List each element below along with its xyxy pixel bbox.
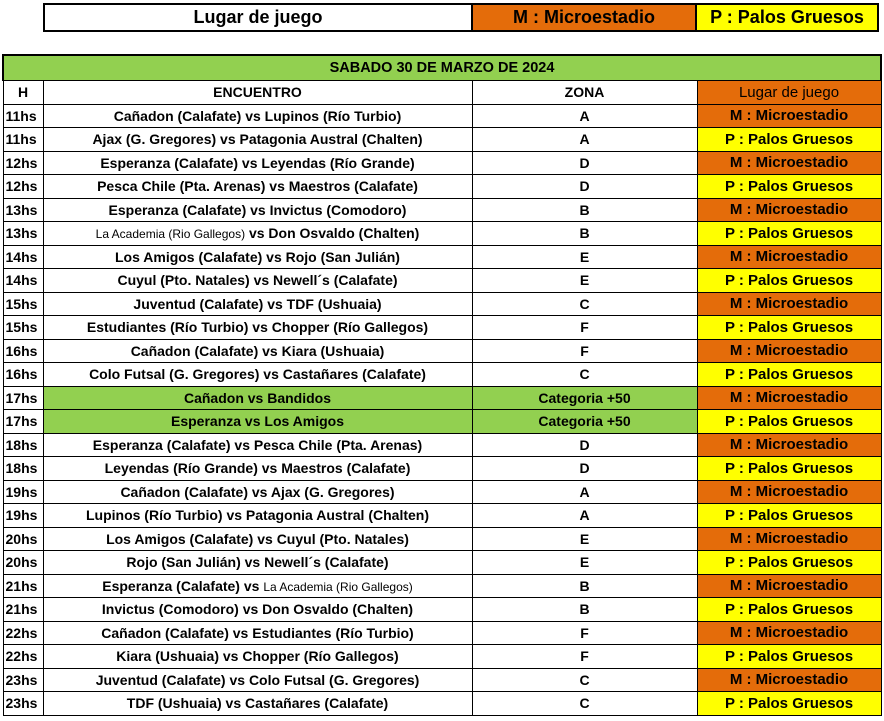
- match-zona: B: [472, 574, 697, 598]
- match-encuentro: [43, 222, 472, 246]
- match-time: 14hs: [3, 245, 43, 269]
- venue-palos-gruesos: P : Palos Gruesos: [697, 128, 881, 152]
- match-encuentro: Cañadon (Calafate) vs Ajax (G. Gregores): [43, 480, 472, 504]
- match-encuentro: Rojo (San Julián) vs Newell´s (Calafate): [43, 551, 472, 575]
- match-encuentro: Cañadon vs Bandidos: [43, 386, 472, 410]
- match-zona: A: [472, 128, 697, 152]
- match-encuentro: TDF (Ushuaia) vs Castañares (Calafate): [43, 692, 472, 716]
- match-encuentro: Esperanza (Calafate) vs Leyendas (Río Grande): [43, 151, 472, 175]
- header-row: [3, 81, 881, 105]
- table-row: [3, 457, 881, 481]
- table-row: [3, 410, 881, 434]
- venue-microestadio: M : Microestadio: [697, 433, 881, 457]
- match-encuentro: Cañadon (Calafate) vs Lupinos (Río Turbio): [43, 104, 472, 128]
- header-lugar: Lugar de juego: [697, 81, 881, 105]
- table-row: [3, 480, 881, 504]
- date-row: [3, 55, 881, 81]
- match-time: 20hs: [3, 527, 43, 551]
- match-time: 18hs: [3, 457, 43, 481]
- match-encuentro: Cuyul (Pto. Natales) vs Newell´s (Calafate): [43, 269, 472, 293]
- table-row: [3, 504, 881, 528]
- venue-palos-gruesos: P : Palos Gruesos: [697, 175, 881, 199]
- venue-palos-gruesos: P : Palos Gruesos: [697, 269, 881, 293]
- venue-legend: [43, 3, 879, 32]
- match-zona: D: [472, 151, 697, 175]
- match-time: 20hs: [3, 551, 43, 575]
- table-row: [3, 386, 881, 410]
- encuentro-part-1: Esperanza (Calafate) vs: [102, 577, 264, 594]
- table-row: [3, 128, 881, 152]
- match-time: 11hs: [3, 128, 43, 152]
- venue-microestadio: M : Microestadio: [697, 198, 881, 222]
- match-zona: A: [472, 480, 697, 504]
- table-row: [3, 363, 881, 387]
- match-zona: F: [472, 339, 697, 363]
- match-encuentro: Los Amigos (Calafate) vs Cuyul (Pto. Natales): [43, 527, 472, 551]
- header-h: H: [3, 81, 43, 105]
- match-zona: E: [472, 245, 697, 269]
- table-row: [3, 551, 881, 575]
- match-encuentro: Cañadon (Calafate) vs Estudiantes (Río Turbio): [43, 621, 472, 645]
- match-encuentro: [43, 574, 472, 598]
- table-row: [3, 433, 881, 457]
- match-zona: E: [472, 551, 697, 575]
- match-time: 16hs: [3, 363, 43, 387]
- match-zona: Categoria +50: [472, 410, 697, 434]
- legend-microestadio: M : Microestadio: [472, 4, 696, 31]
- venue-microestadio: M : Microestadio: [697, 480, 881, 504]
- table-row: [3, 198, 881, 222]
- match-time: 17hs: [3, 386, 43, 410]
- venue-microestadio: M : Microestadio: [697, 574, 881, 598]
- legend-row: [44, 4, 878, 31]
- table-row: [3, 316, 881, 340]
- match-encuentro: Esperanza (Calafate) vs Pesca Chile (Pta. Arenas): [43, 433, 472, 457]
- table-row: [3, 245, 881, 269]
- match-encuentro: Juventud (Calafate) vs Colo Futsal (G. Gregores): [43, 668, 472, 692]
- match-time: 23hs: [3, 668, 43, 692]
- match-time: 16hs: [3, 339, 43, 363]
- venue-palos-gruesos: P : Palos Gruesos: [697, 316, 881, 340]
- match-time: 13hs: [3, 198, 43, 222]
- venue-palos-gruesos: P : Palos Gruesos: [697, 410, 881, 434]
- match-time: 23hs: [3, 692, 43, 716]
- venue-microestadio: M : Microestadio: [697, 104, 881, 128]
- match-zona: A: [472, 104, 697, 128]
- match-time: 22hs: [3, 621, 43, 645]
- match-time: 18hs: [3, 433, 43, 457]
- match-time: 11hs: [3, 104, 43, 128]
- venue-palos-gruesos: P : Palos Gruesos: [697, 692, 881, 716]
- match-time: 13hs: [3, 222, 43, 246]
- match-encuentro: Cañadon (Calafate) vs Kiara (Ushuaia): [43, 339, 472, 363]
- match-zona: B: [472, 198, 697, 222]
- table-row: [3, 621, 881, 645]
- venue-palos-gruesos: P : Palos Gruesos: [697, 222, 881, 246]
- venue-palos-gruesos: P : Palos Gruesos: [697, 551, 881, 575]
- venue-palos-gruesos: P : Palos Gruesos: [697, 504, 881, 528]
- table-row: [3, 222, 881, 246]
- encuentro-part-1: La Academia (Rio Gallegos): [95, 227, 246, 242]
- match-zona: C: [472, 292, 697, 316]
- match-encuentro: Estudiantes (Río Turbio) vs Chopper (Río Gallegos): [43, 316, 472, 340]
- match-zona: F: [472, 316, 697, 340]
- table-row: [3, 339, 881, 363]
- match-zona: E: [472, 527, 697, 551]
- table-row: [3, 175, 881, 199]
- match-zona: E: [472, 269, 697, 293]
- match-time: 12hs: [3, 151, 43, 175]
- venue-microestadio: M : Microestadio: [697, 527, 881, 551]
- venue-microestadio: M : Microestadio: [697, 292, 881, 316]
- match-encuentro: Kiara (Ushuaia) vs Chopper (Río Gallegos): [43, 645, 472, 669]
- legend-label: Lugar de juego: [44, 4, 472, 31]
- match-zona: F: [472, 645, 697, 669]
- match-encuentro: Invictus (Comodoro) vs Don Osvaldo (Chalten): [43, 598, 472, 622]
- match-zona: D: [472, 175, 697, 199]
- match-zona: Categoria +50: [472, 386, 697, 410]
- table-row: [3, 527, 881, 551]
- match-encuentro: Leyendas (Río Grande) vs Maestros (Calafate): [43, 457, 472, 481]
- table-row: [3, 598, 881, 622]
- table-row: [3, 292, 881, 316]
- match-encuentro: Pesca Chile (Pta. Arenas) vs Maestros (Calafate): [43, 175, 472, 199]
- match-zona: C: [472, 363, 697, 387]
- match-zona: D: [472, 433, 697, 457]
- venue-microestadio: M : Microestadio: [697, 339, 881, 363]
- encuentro-part-2: vs Don Osvaldo (Chalten): [245, 225, 420, 242]
- table-row: [3, 104, 881, 128]
- match-zona: B: [472, 222, 697, 246]
- match-time: 14hs: [3, 269, 43, 293]
- match-time: 19hs: [3, 480, 43, 504]
- legend-palos-gruesos: P : Palos Gruesos: [696, 4, 878, 31]
- venue-microestadio: M : Microestadio: [697, 621, 881, 645]
- venue-palos-gruesos: P : Palos Gruesos: [697, 457, 881, 481]
- match-time: 22hs: [3, 645, 43, 669]
- venue-microestadio: M : Microestadio: [697, 245, 881, 269]
- match-time: 21hs: [3, 598, 43, 622]
- venue-palos-gruesos: P : Palos Gruesos: [697, 645, 881, 669]
- table-row: [3, 151, 881, 175]
- encuentro-part-2: La Academia (Rio Gallegos): [263, 579, 413, 594]
- table-row: [3, 574, 881, 598]
- table-row: [3, 668, 881, 692]
- match-time: 17hs: [3, 410, 43, 434]
- match-zona: B: [472, 598, 697, 622]
- match-time: 21hs: [3, 574, 43, 598]
- match-time: 15hs: [3, 292, 43, 316]
- match-zona: D: [472, 457, 697, 481]
- venue-palos-gruesos: P : Palos Gruesos: [697, 598, 881, 622]
- match-encuentro: Juventud (Calafate) vs TDF (Ushuaia): [43, 292, 472, 316]
- table-row: [3, 269, 881, 293]
- table-row: [3, 692, 881, 716]
- match-encuentro: Lupinos (Río Turbio) vs Patagonia Austral (Chalten): [43, 504, 472, 528]
- date-title: SABADO 30 DE MARZO DE 2024: [3, 55, 881, 81]
- venue-palos-gruesos: P : Palos Gruesos: [697, 363, 881, 387]
- match-time: 15hs: [3, 316, 43, 340]
- match-time: 12hs: [3, 175, 43, 199]
- match-encuentro: Ajax (G. Gregores) vs Patagonia Austral (Chalten): [43, 128, 472, 152]
- match-encuentro: Los Amigos (Calafate) vs Rojo (San Julián): [43, 245, 472, 269]
- header-zona: ZONA: [472, 81, 697, 105]
- venue-microestadio: M : Microestadio: [697, 386, 881, 410]
- venue-microestadio: M : Microestadio: [697, 668, 881, 692]
- venue-microestadio: M : Microestadio: [697, 151, 881, 175]
- match-zona: C: [472, 668, 697, 692]
- match-encuentro: Esperanza vs Los Amigos: [43, 410, 472, 434]
- header-encuentro: ENCUENTRO: [43, 81, 472, 105]
- match-encuentro: Colo Futsal (G. Gregores) vs Castañares (Calafate): [43, 363, 472, 387]
- table-row: [3, 645, 881, 669]
- schedule-table: [2, 54, 882, 716]
- match-zona: F: [472, 621, 697, 645]
- match-zona: C: [472, 692, 697, 716]
- match-encuentro: Esperanza (Calafate) vs Invictus (Comodoro): [43, 198, 472, 222]
- match-zona: A: [472, 504, 697, 528]
- match-time: 19hs: [3, 504, 43, 528]
